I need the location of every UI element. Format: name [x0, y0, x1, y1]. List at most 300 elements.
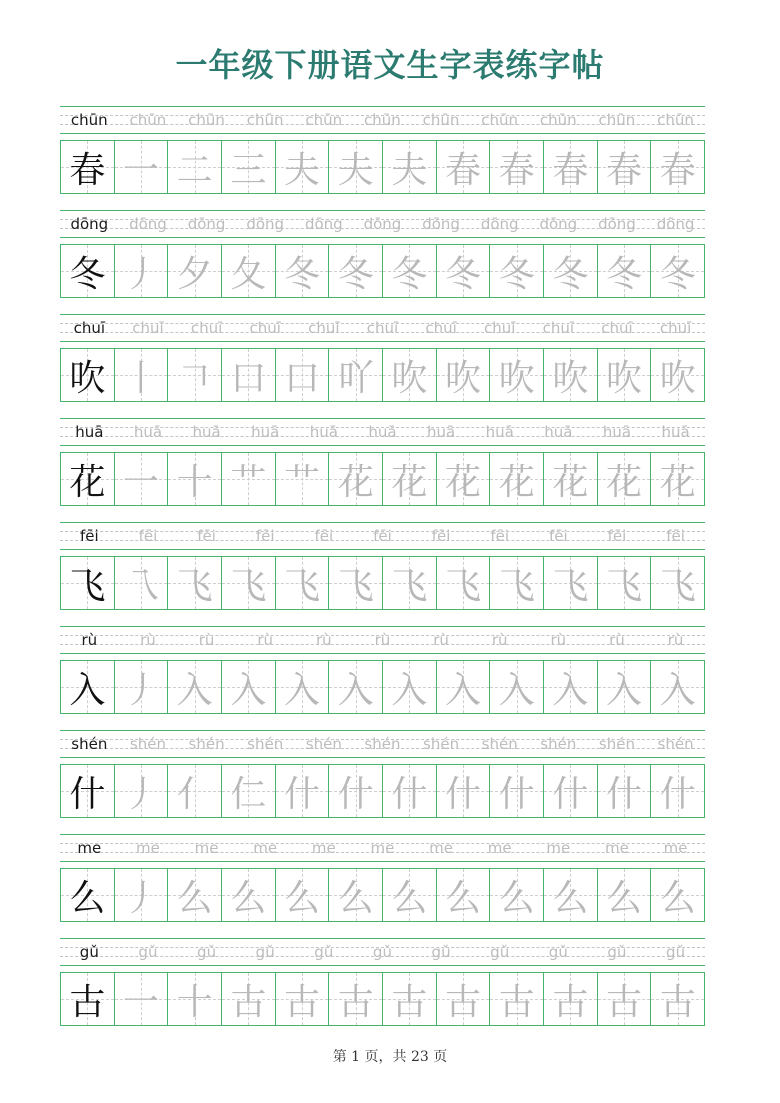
grid-cell — [490, 557, 544, 609]
stroke-step: 飞 — [606, 565, 643, 607]
grid-cell — [490, 661, 544, 713]
pinyin-trace: rù — [140, 631, 156, 649]
pinyin-trace: me — [605, 839, 629, 857]
stroke-step: 夕 — [176, 253, 213, 295]
pinyin-trace: dōng — [656, 215, 695, 233]
grid-cell — [383, 349, 437, 401]
practice-row — [60, 106, 705, 210]
stroke-step: 吹 — [391, 357, 428, 399]
pinyin-trace: me — [663, 839, 688, 857]
pinyin-trace: rù — [257, 631, 274, 649]
stroke-step: 么 — [391, 877, 428, 919]
stroke-step: 花 — [552, 461, 589, 503]
pinyin-trace: me — [546, 839, 571, 857]
pinyin-trace: shén — [657, 735, 694, 753]
grid-cell — [544, 765, 598, 817]
grid-cell — [329, 141, 383, 193]
stroke-step: 入 — [552, 669, 589, 711]
pinyin-trace: gǔ — [666, 943, 686, 961]
grid-cell — [115, 661, 169, 713]
pinyin-trace: fēi — [197, 527, 216, 545]
pinyin-trace: gǔ — [431, 943, 451, 961]
stroke-step: 冬 — [552, 253, 589, 295]
stroke-step: 冬 — [284, 253, 321, 295]
pinyin-trace: rù — [315, 631, 332, 649]
grid-cell — [490, 245, 544, 297]
pinyin-trace: huā — [602, 423, 632, 441]
stroke-step: 么 — [230, 877, 267, 919]
stroke-step: 花 — [659, 461, 696, 503]
pinyin-trace: huā — [426, 423, 456, 441]
stroke-step: 十 — [176, 981, 213, 1023]
pinyin-trace: chuī — [190, 319, 223, 337]
grid-cell — [115, 453, 169, 505]
grid-cell — [598, 557, 652, 609]
pinyin-trace: gǔ — [138, 943, 158, 961]
pinyin-trace: chūn — [364, 111, 401, 129]
grid-cell — [222, 973, 276, 1025]
stroke-step: 丿 — [123, 669, 160, 711]
pinyin-trace: dōng — [480, 215, 519, 233]
grid-cell — [383, 973, 437, 1025]
stroke-step: 丨 — [123, 357, 160, 399]
grid-cell — [651, 557, 704, 609]
stroke-step: 古 — [606, 981, 643, 1023]
pinyin-trace: gǔ — [314, 943, 334, 961]
pinyin-trace: shén — [423, 735, 460, 753]
grid-cell — [168, 453, 222, 505]
grid-cell — [168, 973, 222, 1025]
practice-row — [60, 210, 705, 314]
stroke-step: 花 — [445, 461, 482, 503]
model-character: 古 — [69, 981, 106, 1023]
grid-cell — [168, 869, 222, 921]
grid-cell — [490, 765, 544, 817]
grid-cell — [276, 141, 330, 193]
stroke-step: 飞 — [498, 565, 535, 607]
pinyin-trace: chuī — [366, 319, 399, 337]
pinyin-trace: me — [311, 839, 336, 857]
stroke-step: 艹 — [284, 461, 321, 503]
model-character: 么 — [69, 877, 106, 919]
grid-cell — [61, 245, 115, 297]
pinyin-cells — [60, 522, 705, 550]
pinyin-trace: me — [429, 839, 453, 857]
grid-cell — [329, 765, 383, 817]
grid-cell — [598, 453, 652, 505]
grid-cell — [651, 661, 704, 713]
pinyin-trace: chuī — [308, 319, 340, 337]
stroke-step: 花 — [337, 461, 374, 503]
pinyin-trace: shén — [188, 735, 225, 753]
grid-cell — [276, 557, 330, 609]
grid-cell — [222, 765, 276, 817]
grid-cell — [61, 349, 115, 401]
stroke-step: 花 — [391, 461, 428, 503]
grid-cell — [383, 141, 437, 193]
pinyin-trace: fēi — [138, 527, 158, 545]
practice-row — [60, 522, 705, 626]
stroke-step: 古 — [659, 981, 696, 1023]
grid-cell — [490, 869, 544, 921]
character-grid — [60, 348, 705, 402]
grid-cell — [115, 765, 169, 817]
grid-cell — [651, 973, 704, 1025]
grid-cell — [329, 349, 383, 401]
stroke-step: 艹 — [230, 461, 267, 503]
pinyin-trace: huā — [544, 423, 573, 441]
pinyin-trace: rù — [667, 631, 684, 649]
stroke-step: 入 — [176, 669, 213, 711]
stroke-step: 亻 — [176, 773, 213, 815]
grid-cell — [598, 765, 652, 817]
stroke-step: 古 — [391, 981, 428, 1023]
stroke-step: 飞 — [445, 565, 482, 607]
stroke-step: 夫 — [337, 149, 374, 191]
pinyin-label: fēi — [79, 527, 99, 545]
stroke-step: 吹 — [659, 357, 696, 399]
stroke-step: 夫 — [284, 149, 321, 191]
pinyin-trace: chuī — [132, 319, 164, 337]
model-character: 什 — [69, 773, 106, 815]
practice-row — [60, 730, 705, 834]
pinyin-label: chūn — [70, 111, 108, 129]
pinyin-trace: gǔ — [490, 943, 510, 961]
stroke-step: 春 — [445, 149, 482, 191]
pinyin-trace: chūn — [188, 111, 225, 129]
stroke-step: 古 — [445, 981, 482, 1023]
stroke-step: 春 — [659, 149, 696, 191]
practice-row — [60, 938, 705, 1042]
grid-cell — [276, 765, 330, 817]
model-character: 入 — [69, 669, 106, 711]
model-character: 飞 — [69, 565, 106, 607]
stroke-step: 丿 — [123, 773, 160, 815]
grid-cell — [329, 453, 383, 505]
grid-cell — [329, 661, 383, 713]
pinyin-trace: dōng — [304, 215, 343, 233]
pinyin-trace: dōng — [187, 215, 226, 233]
pinyin-trace: gǔ — [255, 943, 275, 961]
grid-cell — [598, 349, 652, 401]
pinyin-trace: shén — [598, 735, 635, 753]
pinyin-trace: rù — [550, 631, 567, 649]
stroke-step: 入 — [284, 669, 321, 711]
stroke-step: 么 — [176, 877, 213, 919]
grid-cell — [490, 141, 544, 193]
grid-cell — [222, 661, 276, 713]
stroke-step: 夫 — [391, 149, 428, 191]
grid-cell — [115, 973, 169, 1025]
stroke-step: 飞 — [391, 565, 428, 607]
character-grid — [60, 764, 705, 818]
grid-cell — [222, 349, 276, 401]
pinyin-cells — [60, 418, 705, 446]
stroke-step: 么 — [659, 877, 696, 919]
grid-cell — [222, 869, 276, 921]
stroke-step: 飞 — [337, 565, 374, 607]
grid-cell — [383, 557, 437, 609]
pinyin-trace: gǔ — [372, 943, 392, 961]
grid-cell — [168, 349, 222, 401]
grid-cell — [276, 661, 330, 713]
grid-cell — [437, 557, 491, 609]
stroke-step: 一 — [123, 981, 160, 1023]
pinyin-trace: me — [370, 839, 395, 857]
grid-cell — [544, 245, 598, 297]
model-character: 花 — [69, 461, 106, 503]
stroke-step: 冬 — [606, 253, 643, 295]
grid-cell — [61, 661, 115, 713]
pinyin-trace: huā — [192, 423, 221, 441]
grid-cell — [651, 869, 704, 921]
practice-rows — [60, 106, 705, 1042]
pinyin-trace: chūn — [539, 111, 577, 129]
grid-cell — [115, 869, 169, 921]
pinyin-trace: me — [253, 839, 278, 857]
pinyin-trace: fēi — [607, 527, 627, 545]
pinyin-trace: rù — [609, 631, 625, 649]
stroke-step: 什 — [659, 773, 696, 815]
pinyin-trace: gǔ — [548, 943, 568, 961]
pinyin-trace: chuī — [601, 319, 633, 337]
grid-cell — [437, 765, 491, 817]
grid-cell — [61, 973, 115, 1025]
grid-cell — [61, 557, 115, 609]
grid-cell — [222, 245, 276, 297]
pinyin-trace: chuī — [425, 319, 457, 337]
grid-cell — [544, 349, 598, 401]
pinyin-trace: me — [487, 839, 512, 857]
stroke-step: 一 — [123, 149, 160, 191]
grid-cell — [383, 453, 437, 505]
pinyin-trace: huā — [251, 423, 280, 441]
practice-row — [60, 418, 705, 522]
grid-cell — [383, 245, 437, 297]
pinyin-trace: rù — [374, 631, 391, 649]
stroke-step: 飞 — [552, 565, 589, 607]
pinyin-cells — [60, 834, 705, 862]
grid-cell — [61, 765, 115, 817]
grid-cell — [437, 141, 491, 193]
stroke-step: 么 — [606, 877, 643, 919]
stroke-step: 什 — [445, 773, 482, 815]
stroke-step: 春 — [498, 149, 535, 191]
pinyin-cells — [60, 106, 705, 134]
grid-cell — [651, 141, 704, 193]
grid-cell — [598, 245, 652, 297]
pinyin-trace: chūn — [422, 111, 460, 129]
pinyin-trace: huā — [133, 423, 163, 441]
pinyin-trace: huā — [485, 423, 514, 441]
grid-cell — [222, 453, 276, 505]
pinyin-trace: gǔ — [607, 943, 627, 961]
pinyin-trace: huā — [309, 423, 338, 441]
grid-cell — [329, 869, 383, 921]
stroke-step: 冬 — [445, 253, 482, 295]
practice-row — [60, 314, 705, 418]
pinyin-cells — [60, 210, 705, 238]
grid-cell — [598, 141, 652, 193]
pinyin-trace: me — [136, 839, 160, 857]
pinyin-trace: chuī — [483, 319, 516, 337]
grid-cell — [437, 973, 491, 1025]
grid-cell — [276, 245, 330, 297]
pinyin-label: gǔ — [79, 943, 99, 961]
stroke-step: 丿 — [123, 877, 160, 919]
stroke-step: 什 — [552, 773, 589, 815]
pinyin-trace: fēi — [431, 527, 451, 545]
stroke-step: 什 — [498, 773, 535, 815]
grid-cell — [276, 869, 330, 921]
pinyin-trace: chūn — [657, 111, 694, 129]
character-grid — [60, 556, 705, 610]
stroke-step: 么 — [337, 877, 374, 919]
pinyin-trace: fēi — [373, 527, 392, 545]
pinyin-trace: huā — [661, 423, 690, 441]
stroke-step: 什 — [284, 773, 321, 815]
stroke-step: 丿 — [123, 253, 160, 295]
pinyin-trace: fēi — [666, 527, 685, 545]
pinyin-label: dōng — [70, 215, 109, 233]
stroke-step: 飞 — [230, 565, 267, 607]
grid-cell — [544, 869, 598, 921]
pinyin-cells — [60, 938, 705, 966]
character-grid — [60, 452, 705, 506]
stroke-step: 古 — [230, 981, 267, 1023]
pinyin-trace: fēi — [255, 527, 275, 545]
stroke-step: 入 — [337, 669, 374, 711]
stroke-step: 入 — [498, 669, 535, 711]
grid-cell — [544, 453, 598, 505]
grid-cell — [383, 869, 437, 921]
grid-cell — [544, 557, 598, 609]
pinyin-trace: shén — [305, 735, 342, 753]
stroke-step: 冬 — [659, 253, 696, 295]
stroke-step: 古 — [498, 981, 535, 1023]
stroke-step: 古 — [337, 981, 374, 1023]
character-grid — [60, 972, 705, 1026]
grid-cell — [544, 661, 598, 713]
stroke-step: 花 — [606, 461, 643, 503]
stroke-step: 么 — [552, 877, 589, 919]
grid-cell — [598, 973, 652, 1025]
grid-cell — [437, 245, 491, 297]
stroke-step: 么 — [445, 877, 482, 919]
pinyin-trace: chuī — [249, 319, 281, 337]
grid-cell — [490, 349, 544, 401]
grid-cell — [651, 453, 704, 505]
character-grid — [60, 140, 705, 194]
stroke-step: 吹 — [498, 357, 535, 399]
pinyin-cells — [60, 730, 705, 758]
stroke-step: 么 — [284, 877, 321, 919]
pinyin-trace: chūn — [481, 111, 519, 129]
grid-cell — [168, 661, 222, 713]
grid-cell — [115, 349, 169, 401]
grid-cell — [115, 557, 169, 609]
stroke-step: 春 — [606, 149, 643, 191]
grid-cell — [544, 973, 598, 1025]
grid-cell — [651, 349, 704, 401]
pinyin-trace: shén — [247, 735, 284, 753]
stroke-step: 飞 — [284, 565, 321, 607]
pinyin-label: huā — [75, 423, 104, 441]
grid-cell — [651, 245, 704, 297]
pinyin-trace: shén — [481, 735, 518, 753]
grid-cell — [276, 973, 330, 1025]
stroke-step: 𠃍 — [176, 357, 213, 399]
stroke-step: 么 — [498, 877, 535, 919]
pinyin-trace: chūn — [598, 111, 636, 129]
pinyin-trace: dōng — [598, 215, 636, 233]
model-character: 冬 — [69, 253, 106, 295]
pinyin-trace: chuī — [542, 319, 575, 337]
grid-cell — [651, 765, 704, 817]
pinyin-trace: chuī — [659, 319, 692, 337]
pinyin-trace: shén — [129, 735, 166, 753]
grid-cell — [329, 245, 383, 297]
page-footer: 第 1 页，共 23 页 — [332, 1049, 448, 1065]
pinyin-trace: shén — [540, 735, 577, 753]
grid-cell — [115, 141, 169, 193]
model-character: 吹 — [69, 357, 106, 399]
pinyin-label: chuī — [73, 319, 106, 337]
grid-cell — [598, 869, 652, 921]
character-grid — [60, 660, 705, 714]
pinyin-trace: dōng — [539, 215, 578, 233]
stroke-step: 吹 — [552, 357, 589, 399]
grid-cell — [544, 141, 598, 193]
practice-row — [60, 834, 705, 938]
stroke-step: 冬 — [498, 253, 535, 295]
pinyin-trace: rù — [491, 631, 508, 649]
pinyin-trace: dōng — [246, 215, 285, 233]
stroke-step: 什 — [337, 773, 374, 815]
stroke-step: 飞 — [176, 565, 213, 607]
grid-cell — [222, 141, 276, 193]
pinyin-trace: chūn — [305, 111, 343, 129]
grid-cell — [437, 349, 491, 401]
stroke-step: 入 — [230, 669, 267, 711]
character-grid — [60, 868, 705, 922]
grid-cell — [598, 661, 652, 713]
practice-row — [60, 626, 705, 730]
grid-cell — [61, 869, 115, 921]
grid-cell — [490, 973, 544, 1025]
pinyin-trace: chūn — [246, 111, 284, 129]
pinyin-label: shén — [71, 735, 108, 753]
stroke-step: 吹 — [445, 357, 482, 399]
grid-cell — [61, 453, 115, 505]
grid-cell — [437, 661, 491, 713]
grid-cell — [329, 557, 383, 609]
pinyin-trace: fēi — [548, 527, 568, 545]
pinyin-trace: dōng — [129, 215, 167, 233]
grid-cell — [61, 141, 115, 193]
grid-cell — [168, 765, 222, 817]
stroke-step: 仁 — [230, 773, 267, 815]
stroke-step: 夂 — [230, 253, 267, 295]
pinyin-trace: fēi — [490, 527, 510, 545]
stroke-step: 口 — [284, 357, 321, 399]
stroke-step: 飞 — [659, 565, 696, 607]
pinyin-trace: huā — [368, 423, 397, 441]
stroke-step: 一 — [123, 461, 160, 503]
stroke-step: 什 — [391, 773, 428, 815]
stroke-step: 古 — [552, 981, 589, 1023]
grid-cell — [168, 141, 222, 193]
